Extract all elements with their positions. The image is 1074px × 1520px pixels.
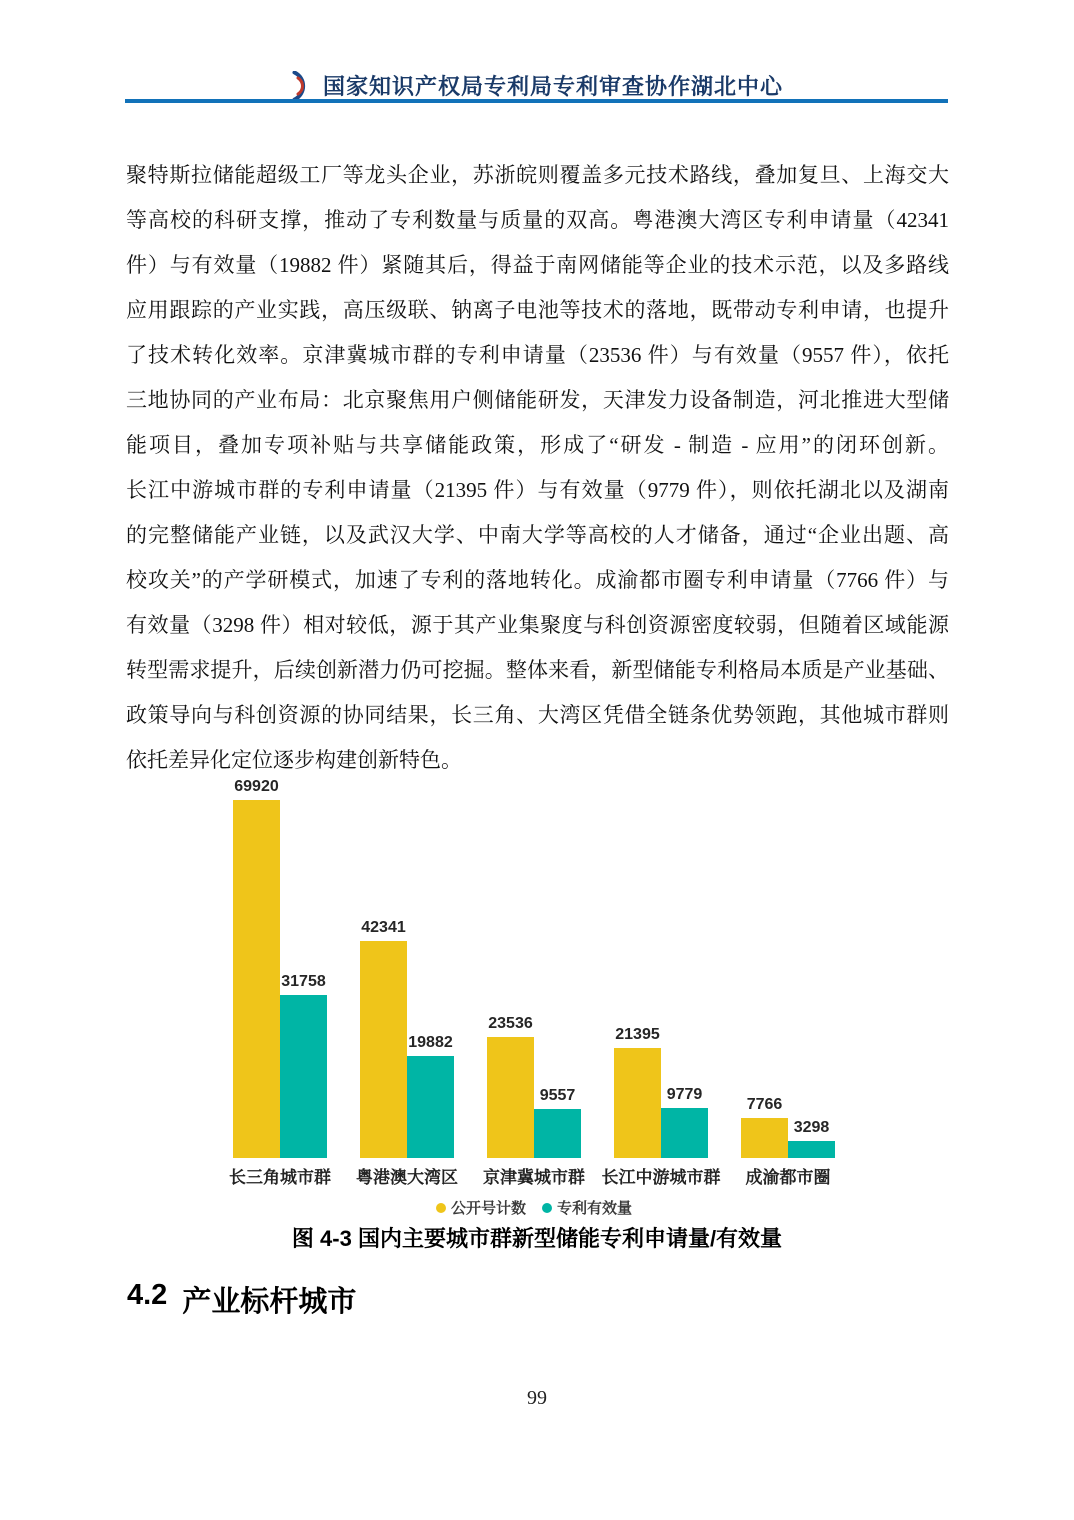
bar bbox=[741, 1118, 788, 1158]
page-number: 99 bbox=[527, 1387, 547, 1409]
category-label: 长江中游城市群 bbox=[601, 1168, 721, 1187]
section-title: 产业标杆城市 bbox=[182, 1286, 357, 1318]
body-line: 件）与有效量（19882 件）紧随其后，得益于南网储能等企业的技术示范，以及多路线 bbox=[126, 253, 949, 277]
legend-dot-icon bbox=[542, 1203, 552, 1213]
section-heading bbox=[127, 1279, 356, 1320]
figure-caption: 图 4-3 国内主要城市群新型储能专利申请量/有效量 bbox=[291, 1226, 783, 1251]
category-label: 粤港澳大湾区 bbox=[356, 1168, 458, 1187]
bar-wrapper bbox=[741, 1096, 788, 1158]
body-line: 校攻关”的产学研模式，加速了专利的落地转化。成渝都市圈专利申请量（7766 件）与 bbox=[126, 568, 949, 592]
chart-bar-group bbox=[487, 1015, 581, 1158]
bar-wrapper bbox=[614, 1026, 661, 1158]
legend-item bbox=[542, 1197, 632, 1218]
bar-wrapper bbox=[233, 778, 280, 1158]
bar bbox=[661, 1108, 708, 1158]
chart-categories bbox=[229, 1163, 835, 1188]
bar bbox=[407, 1056, 454, 1158]
bar-wrapper bbox=[407, 919, 454, 1158]
page-header bbox=[0, 70, 1074, 101]
body-line: 的完整储能产业链，以及武汉大学、中南大学等高校的人才储备，通过“企业出题、高 bbox=[126, 523, 949, 547]
chart-bar-group bbox=[233, 778, 327, 1158]
body-line: 依托差异化定位逐步构建创新特色。 bbox=[126, 748, 462, 772]
center-logo-icon bbox=[291, 71, 312, 101]
category-label: 成渝都市圈 bbox=[745, 1168, 831, 1187]
bar bbox=[487, 1037, 534, 1158]
bar-wrapper bbox=[788, 1096, 835, 1158]
bar bbox=[280, 995, 327, 1158]
body-line: 聚特斯拉储能超级工厂等龙头企业，苏浙皖则覆盖多元技术路线，叠加复旦、上海交大 bbox=[126, 163, 949, 187]
bar-value-label: 19882 bbox=[408, 1034, 453, 1051]
body-line: 应用跟踪的产业实践，高压级联、钠离子电池等技术的落地，既带动专利申请，也提升 bbox=[126, 298, 949, 322]
body-line: 了技术转化效率。京津冀城市群的专利申请量（23536 件）与有效量（9557 件），依托 bbox=[126, 343, 949, 367]
bar bbox=[360, 941, 407, 1158]
bar-value-label: 69920 bbox=[234, 778, 279, 795]
body-paragraph bbox=[126, 153, 949, 783]
legend-label: 专利有效量 bbox=[557, 1200, 633, 1217]
legend-dot-icon bbox=[436, 1203, 446, 1213]
body-line: 等高校的科研支撑，推动了专利数量与质量的双高。粤港澳大湾区专利申请量（42341 bbox=[126, 208, 949, 232]
bar-value-label: 7766 bbox=[746, 1096, 783, 1113]
header-title: 国家知识产权局专利局专利审查协作湖北中心 bbox=[322, 74, 783, 99]
patent-bar-chart bbox=[229, 778, 835, 1218]
chart-plot bbox=[233, 778, 835, 1158]
bar-value-label: 9557 bbox=[539, 1087, 576, 1104]
bar bbox=[788, 1141, 835, 1158]
bar-wrapper bbox=[360, 919, 407, 1158]
header-rule bbox=[125, 99, 948, 103]
bar-value-label: 9779 bbox=[666, 1086, 703, 1103]
body-line: 有效量（3298 件）相对较低，源于其产业集聚度与科创资源密度较弱，但随着区域能源 bbox=[126, 613, 949, 637]
legend-label: 公开号计数 bbox=[450, 1200, 526, 1217]
body-line: 能项目，叠加专项补贴与共享储能政策，形成了“研发 - 制造 - 应用”的闭环创新。 bbox=[126, 433, 949, 457]
bar bbox=[233, 800, 280, 1158]
body-line: 政策导向与科创资源的协同结果，长三角、大湾区凭借全链条优势领跑，其他城市群则 bbox=[126, 703, 949, 727]
category-label: 京津冀城市群 bbox=[483, 1168, 585, 1187]
bar-wrapper bbox=[661, 1026, 708, 1158]
bar-value-label: 21395 bbox=[615, 1026, 660, 1043]
section-number: 4.2 bbox=[127, 1279, 168, 1311]
bar-value-label: 23536 bbox=[488, 1015, 533, 1032]
bar-wrapper bbox=[534, 1015, 581, 1158]
body-line: 三地协同的产业布局：北京聚焦用户侧储能研发，天津发力设备制造，河北推进大型储 bbox=[126, 388, 949, 412]
bar bbox=[534, 1109, 581, 1158]
body-line: 长江中游城市群的专利申请量（21395 件）与有效量（9779 件），则依托湖北以及湖南 bbox=[126, 478, 949, 502]
category-label: 长三角城市群 bbox=[229, 1168, 331, 1187]
chart-bar-group bbox=[614, 1026, 708, 1158]
legend-item bbox=[436, 1197, 526, 1218]
bar-wrapper bbox=[487, 1015, 534, 1158]
bar bbox=[614, 1048, 661, 1158]
bar-wrapper bbox=[280, 778, 327, 1158]
body-line: 转型需求提升，后续创新潜力仍可挖掘。整体来看，新型储能专利格局本质是产业基础、 bbox=[126, 658, 949, 682]
bar-value-label: 31758 bbox=[281, 973, 326, 990]
chart-legend bbox=[233, 1197, 835, 1218]
bar-value-label: 3298 bbox=[793, 1119, 830, 1136]
bar-value-label: 42341 bbox=[361, 919, 406, 936]
chart-bar-group bbox=[741, 1096, 835, 1158]
chart-bar-group bbox=[360, 919, 454, 1158]
